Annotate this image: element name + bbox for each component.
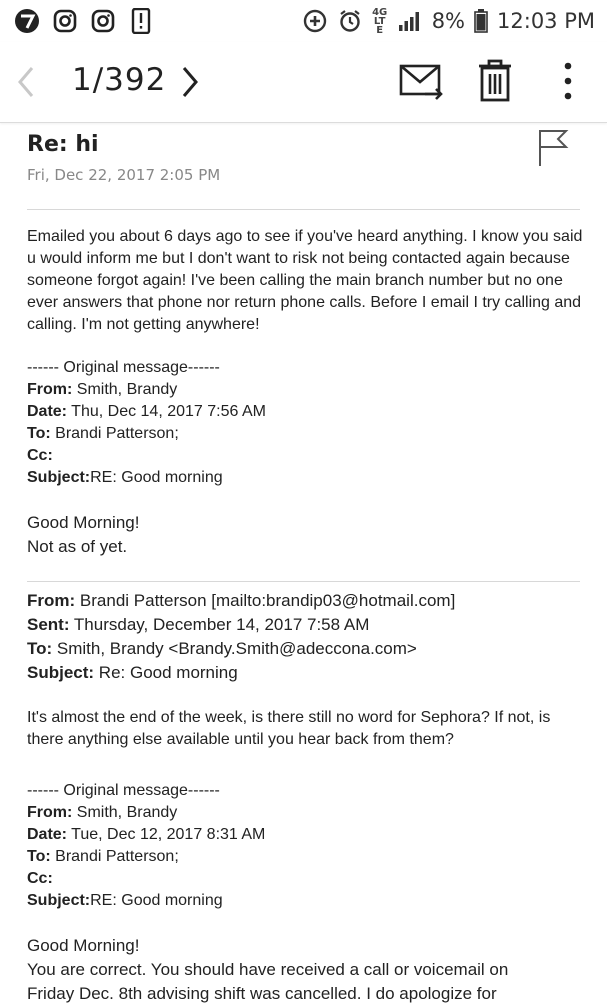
quote-body-text: It's almost the end of the week, is there still no word for Sephora? If not, is there anything else available until you hear back from them?: [27, 709, 551, 748]
chevron-left-icon: [20, 68, 32, 96]
instagram-icon: [52, 8, 78, 34]
flag-button[interactable]: [536, 128, 570, 168]
status-bar: [0, 0, 607, 42]
from-line: From: Brandi Patterson [mailto:brandip03@hotmail.com]: [27, 591, 456, 610]
trash-icon: [476, 58, 514, 104]
header-divider: [27, 209, 580, 210]
alarm-icon: [337, 8, 363, 34]
quoted-message-3: [27, 780, 587, 1006]
battery-percent: 8%: [431, 9, 466, 33]
more-vertical-icon: [556, 58, 580, 104]
email-body-text: Emailed you about 6 days ago to see if you've heard anything. I know you said u would inform me but I don't want to risk not being contacted again because someone forgot again! I've been calling the main branch number but no one ever answers that phone nor return phone calls. Before I email I try calling and calling. I'm not getting anywhere!: [27, 228, 583, 333]
move-email-button[interactable]: [399, 62, 445, 102]
network-type: 4G LTE: [372, 6, 388, 36]
subject-line: Subject:RE: Good morning: [27, 469, 223, 486]
previous-email-button[interactable]: [12, 64, 42, 100]
from-line: From: Smith, Brandy: [27, 804, 178, 821]
to-line: To: Brandi Patterson;: [27, 848, 179, 865]
quote-text-line: You are correct. You should have received a call or voicemail on: [27, 960, 509, 979]
system-indicators: [302, 8, 607, 35]
email-subject: Re: hi: [27, 132, 99, 157]
page-counter: 1/392: [72, 62, 167, 98]
alert-icon: [128, 8, 154, 34]
original-message-separator: ------ Original message------: [27, 782, 220, 799]
quote-divider: [27, 581, 580, 582]
quoted-message-2: [27, 589, 587, 751]
cc-line: Cc:: [27, 447, 53, 464]
subject-line: Subject:RE: Good morning: [27, 892, 223, 909]
app-logo-icon: [14, 8, 40, 34]
email-date: Fri, Dec 22, 2017 2:05 PM: [27, 166, 221, 184]
battery-icon: [474, 8, 488, 34]
clock: 12:03 PM: [497, 9, 595, 33]
quote-text-line: Good Morning!: [27, 513, 140, 532]
original-message-separator: ------ Original message------: [27, 359, 220, 376]
date-line: Date: Tue, Dec 12, 2017 8:31 AM: [27, 826, 266, 843]
notification-icons: [0, 8, 154, 34]
chevron-right-icon: [184, 68, 196, 96]
to-line: To: Smith, Brandy <Brandy.Smith@adeccona.com>: [27, 639, 417, 658]
quote-text-line: Good Morning!: [27, 936, 140, 955]
quote-text-line: Not as of yet.: [27, 537, 128, 556]
email-toolbar: [0, 42, 607, 123]
data-saver-icon: [302, 8, 328, 34]
delete-button[interactable]: [476, 58, 514, 104]
flag-icon: [536, 128, 570, 168]
instagram-icon: [90, 8, 116, 34]
to-line: To: Brandi Patterson;: [27, 425, 179, 442]
subject-line: Subject: Re: Good morning: [27, 663, 238, 682]
next-email-button[interactable]: [176, 64, 206, 100]
cc-line: Cc:: [27, 870, 53, 887]
signal-icon: [397, 8, 423, 34]
quote-text-line: Friday Dec. 8th advising shift was cancelled. I do apologize for: [27, 984, 497, 1003]
from-line: From: Smith, Brandy: [27, 381, 178, 398]
email-body: [27, 226, 587, 336]
move-mail-icon: [399, 62, 445, 102]
more-options-button[interactable]: [556, 58, 580, 104]
date-line: Date: Thu, Dec 14, 2017 7:56 AM: [27, 403, 266, 420]
sent-line: Sent: Thursday, December 14, 2017 7:58 AM: [27, 615, 370, 634]
quoted-message-1: [27, 357, 587, 559]
